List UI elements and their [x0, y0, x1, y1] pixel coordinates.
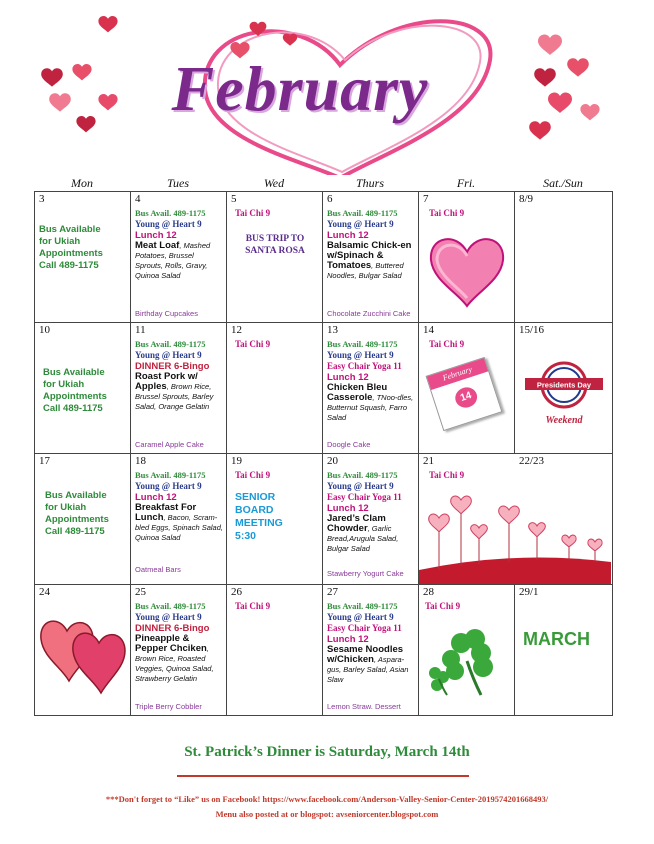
lunch-time: Lunch 12: [327, 372, 369, 383]
calendar-week-2: [35, 323, 613, 454]
day-cell: [227, 323, 323, 454]
bus-note: Bus Avail. 489-1175: [135, 601, 206, 611]
bus-note: Bus Avail. 489-1175: [327, 470, 398, 480]
day-number: 12: [231, 324, 242, 336]
bus-note: Bus Avail. 489-1175: [327, 339, 398, 349]
dinner-bingo: DINNER 6-Bingo: [135, 361, 210, 372]
lunch-time: Lunch 12: [327, 503, 369, 514]
menu-item: Chicken Bleu Casserole, TNoo-dles, Butternut Squash, Farro Salad: [327, 382, 414, 422]
day-cell: [323, 585, 419, 716]
tai-chi: Tai Chi 9: [235, 208, 271, 218]
tai-chi: Tai Chi 9: [425, 601, 461, 611]
day-cell: [35, 585, 131, 716]
day-number: 14: [423, 324, 434, 336]
shamrock-icon: [425, 625, 505, 705]
day-header-fri: Fri.: [456, 176, 476, 190]
bus-note: Bus Avail. 489-1175: [327, 601, 398, 611]
day-cell: [35, 323, 131, 454]
tai-chi: Tai Chi 9: [429, 339, 465, 349]
young-at-heart: Young @ Heart 9: [135, 350, 202, 360]
menu-item: Breakfast For Lunch, Bacon, Scram-bled Eggs, Spinach Salad, Quinoa Salad: [135, 502, 223, 542]
calendar-grid: [34, 191, 613, 716]
lunch-time: Lunch 12: [135, 492, 177, 503]
day-number: 3: [39, 193, 45, 205]
day-cell: [323, 192, 419, 323]
lunch-time: Lunch 12: [327, 230, 369, 241]
day-number: 28: [423, 586, 434, 598]
bus-note: Bus Avail. 489-1175: [327, 208, 398, 218]
ukiah-bus-note: Bus Available for Ukiah Appointments Call 489-1175: [39, 224, 103, 271]
tai-chi: Tai Chi 9: [235, 470, 271, 480]
day-number: 26: [231, 586, 242, 598]
tai-chi: Tai Chi 9: [235, 339, 271, 349]
day-cell: [515, 585, 613, 716]
day-number: 11: [135, 324, 146, 336]
chair-yoga: Easy Chair Yoga 11: [327, 361, 402, 371]
menu-item: Sesame Noodles w/Chicken, Aspara-gus, Barley Salad, Asian Slaw: [327, 644, 409, 684]
bus-trip-note: BUS TRIP TO SANTA ROSA: [245, 234, 305, 256]
lunch-time: Lunch 12: [135, 230, 177, 241]
bus-note: Bus Avail. 489-1175: [135, 470, 206, 480]
day-cell: [323, 454, 419, 585]
day-cell: [227, 454, 323, 585]
day-cell: [35, 454, 131, 585]
day-cell: [35, 192, 131, 323]
double-heart-icon: [37, 609, 127, 699]
day-header-thu: Thurs: [355, 176, 384, 190]
presidents-day-label: Presidents Day: [536, 380, 592, 390]
young-at-heart: Young @ Heart 9: [327, 612, 394, 622]
dessert-label: Lemon Straw. Dessert: [327, 702, 401, 711]
page-title: February: [171, 53, 429, 124]
weekend-label: Weekend: [545, 415, 583, 426]
calendar-week-3: [35, 454, 613, 585]
chair-yoga: Easy Chair Yoga 11: [327, 623, 402, 633]
menu-item: Roast Pork w/ Apples, Brown Rice, Brussel Sprouts, Barley Salad, Orange Gelatin: [135, 371, 214, 411]
chair-yoga: Easy Chair Yoga 11: [327, 492, 402, 502]
day-number: 21: [423, 455, 434, 467]
day-number: 22/23: [519, 455, 545, 467]
ukiah-bus-note: Bus Available for Ukiah Appointments Call 489-1175: [45, 490, 109, 537]
day-number: 29/1: [519, 586, 539, 598]
day-cell: [131, 323, 227, 454]
st-patricks-dinner-note: St. Patrick’s Dinner is Saturday, March 14th: [184, 744, 470, 760]
day-header-satsun: Sat./Sun: [543, 176, 583, 190]
day-number: 27: [327, 586, 338, 598]
day-number: 20: [327, 455, 338, 467]
day-cell: [515, 323, 613, 454]
tai-chi: Tai Chi 9: [429, 470, 465, 480]
tai-chi: Tai Chi 9: [429, 208, 465, 218]
bus-note: Bus Avail. 489-1175: [135, 208, 206, 218]
calendar-week-4: [35, 585, 613, 716]
dessert-label: Chocolate Zucchini Cake: [327, 309, 411, 318]
day-cell: [419, 323, 515, 454]
day-number: 18: [135, 455, 146, 467]
pink-heart-icon: [427, 230, 507, 310]
day-cell: [131, 585, 227, 716]
facebook-note: ***Don't forget to “Like” us on Facebook! https://www.facebook.com/Anderson-Valley-Senior-Center-2019574201668493/: [105, 794, 549, 804]
day-number: 19: [231, 455, 242, 467]
header: [0, 0, 654, 175]
march-label: MARCH: [523, 629, 590, 649]
day-header-mon: Mon: [71, 176, 93, 190]
dinner-bingo: DINNER 6-Bingo: [135, 623, 210, 634]
day-cell: [419, 585, 515, 716]
young-at-heart: Young @ Heart 9: [327, 481, 394, 491]
young-at-heart: Young @ Heart 9: [135, 219, 202, 229]
young-at-heart: Young @ Heart 9: [327, 350, 394, 360]
dessert-label: Oatmeal Bars: [135, 565, 181, 574]
dessert-label: Caramel Apple Cake: [135, 440, 204, 449]
day-number: 10: [39, 324, 50, 336]
day-number: 25: [135, 586, 146, 598]
menu-item: Jared’s Clam Chowder, Garlic Bread,Arugula Salad, Bulgar Salad: [327, 513, 399, 553]
blogspot-note: Menu also posted at or blogspot: avseniorcenter.blogspot.com: [215, 809, 439, 819]
calendar-week-1: [35, 192, 613, 323]
dessert-label: Birthday Cupcakes: [135, 309, 198, 318]
day-number: 13: [327, 324, 338, 336]
young-at-heart: Young @ Heart 9: [327, 219, 394, 229]
day-cell: [515, 192, 613, 323]
young-at-heart: Young @ Heart 9: [135, 612, 202, 622]
menu-item: Meat Loaf, Mashed Potatoes, Brussel Sprouts, Rolls, Gravy, Quinoa Salad: [135, 240, 211, 280]
day-number: 6: [327, 193, 333, 205]
right-hearts-icon: [529, 34, 599, 139]
day-number: 17: [39, 455, 50, 467]
young-at-heart: Young @ Heart 9: [135, 481, 202, 491]
day-cell: [323, 323, 419, 454]
tai-chi: Tai Chi 9: [235, 601, 271, 611]
day-number: 15/16: [519, 324, 545, 336]
lunch-time: Lunch 12: [327, 634, 369, 645]
day-cell: [227, 192, 323, 323]
day-number: 8/9: [519, 193, 534, 205]
valentine-calendar-icon: February 14: [426, 357, 503, 431]
day-number: 7: [423, 193, 429, 205]
presidents-day-badge: [521, 359, 607, 419]
day-number: 5: [231, 193, 237, 205]
day-cell: [131, 192, 227, 323]
day-cell: [419, 454, 613, 585]
day-cell: [131, 454, 227, 585]
day-header-wed: Wed: [263, 176, 285, 190]
day-cell: [227, 585, 323, 716]
senior-board-meeting: SENIOR BOARD MEETING 5:30: [235, 491, 283, 542]
heart-trees-illustration: [419, 488, 611, 584]
day-header-tue: Tues: [166, 176, 189, 190]
menu-item: Balsamic Chick-en w/Spinach & Tomatoes, Buttered Noodles, Bulgar Salad: [327, 240, 412, 280]
dessert-label: Stawberry Yogurt Cake: [327, 569, 404, 578]
divider: [177, 775, 469, 777]
day-number: 4: [135, 193, 141, 205]
dessert-label: Doogle Cake: [327, 440, 371, 449]
day-cell: [419, 192, 515, 323]
menu-item: Pineapple & Pepper Chciken, Brown Rice, Roasted Veggies, Quinoa Salad, Strawberry Gelatin: [135, 633, 214, 683]
dessert-label: Triple Berry Cobbler: [135, 702, 202, 711]
ukiah-bus-note: Bus Available for Ukiah Appointments Call 489-1175: [43, 367, 107, 414]
day-number: 24: [39, 586, 50, 598]
bus-note: Bus Avail. 489-1175: [135, 339, 206, 349]
